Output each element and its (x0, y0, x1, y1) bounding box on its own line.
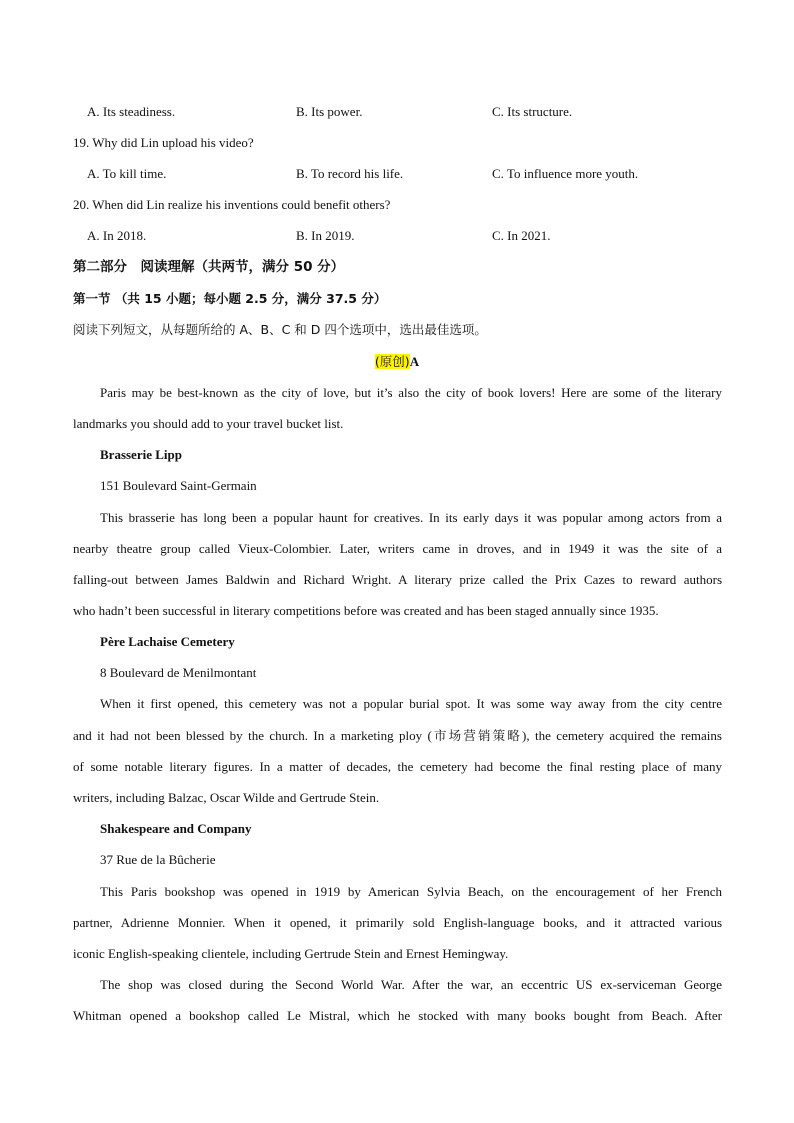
lipp-title: Brasserie Lipp (100, 447, 182, 462)
pere-title: Père Lachaise Cemetery (100, 634, 235, 649)
shake-line-4: The shop was closed during the Second World War. After the war, an eccentric US ex-serviceman George (100, 977, 722, 992)
pere-line-2-chinese: 市场营销策略 (431, 728, 523, 743)
pere-line-4: writers, including Balzac, Oscar Wilde and Gertrude Stein. (73, 790, 380, 805)
pere-address: 8 Boulevard de Menilmontant (100, 665, 257, 680)
q19-option-a: A. To kill time. (87, 166, 167, 181)
q20-stem: 20. When did Lin realize his inventions could benefit others? (73, 197, 391, 212)
original-tag: (原创) (374, 354, 410, 369)
q19-option-b: B. To record his life. (296, 166, 404, 181)
shake-address: 37 Rue de la Bûcherie (100, 852, 216, 867)
q20-option-a: A. In 2018. (87, 228, 147, 243)
intro-line-1: Paris may be best-known as the city of love, but it’s also the city of book lovers! Here are some of the literary (100, 385, 722, 400)
lipp-line-4: who hadn’t been successful in literary competitions before was created and has been staged annually since 1935. (73, 603, 659, 618)
q20-option-b: B. In 2019. (296, 228, 355, 243)
passage-title (0, 354, 794, 370)
pere-line-2-part-a: and it had not been blessed by the church. In a marketing ploy ( (73, 728, 432, 743)
shake-title: Shakespeare and Company (100, 821, 252, 836)
q18-option-a: A. Its steadiness. (87, 104, 176, 119)
lipp-line-1: This brasserie has long been a popular haunt for creatives. In its early days it was popular among actors from a (100, 510, 722, 525)
instruction-text: 阅读下列短文，从每题所给的 A、B、C 和 D 四个选项中，选出最佳选项。 (73, 322, 487, 337)
shake-line-2: partner, Adrienne Monnier. When it opened, it primarily sold English-language books, and it attracted various (73, 915, 722, 930)
lipp-address: 151 Boulevard Saint-Germain (100, 478, 257, 493)
pere-line-3: of some notable literary figures. In a matter of decades, the cemetery had become the final resting place of many (73, 759, 722, 774)
shake-line-1: This Paris bookshop was opened in 1919 by American Sylvia Beach, on the encouragement of her French (100, 884, 722, 899)
part2-heading: 第二部分 阅读理解（共两节，满分 50 分） (73, 259, 345, 275)
section1-heading: 第一节 （共 15 小题；每小题 2.5 分，满分 37.5 分） (73, 291, 387, 306)
pere-line-1: When it first opened, this cemetery was not a popular burial spot. It was some way away from the city centre (100, 696, 722, 711)
shake-line-3: iconic English-speaking clientele, including Gertrude Stein and Ernest Hemingway. (73, 946, 509, 961)
q19-option-c: C. To influence more youth. (492, 166, 639, 181)
pere-line-2-part-b: ), the cemetery acquired the remains (522, 728, 722, 743)
q20-option-c: C. In 2021. (492, 228, 551, 243)
q18-option-c: C. Its structure. (492, 104, 573, 119)
shake-line-5: Whitman opened a bookshop called Le Mistral, which he stocked with many books bought from Beach. After (73, 1008, 722, 1023)
lipp-line-2: nearby theatre group called Vieux-Colombier. Later, writers came in droves, and in 1949 it was the site of a (73, 541, 722, 556)
pere-line-2 (73, 728, 722, 744)
passage-letter: A (409, 354, 420, 369)
intro-line-2: landmarks you should add to your travel bucket list. (73, 416, 344, 431)
lipp-line-3: falling-out between James Baldwin and Richard Wright. A literary prize called the Prix Cazes to reward authors (73, 572, 722, 587)
q18-option-b: B. Its power. (296, 104, 363, 119)
q19-stem: 19. Why did Lin upload his video? (73, 135, 254, 150)
